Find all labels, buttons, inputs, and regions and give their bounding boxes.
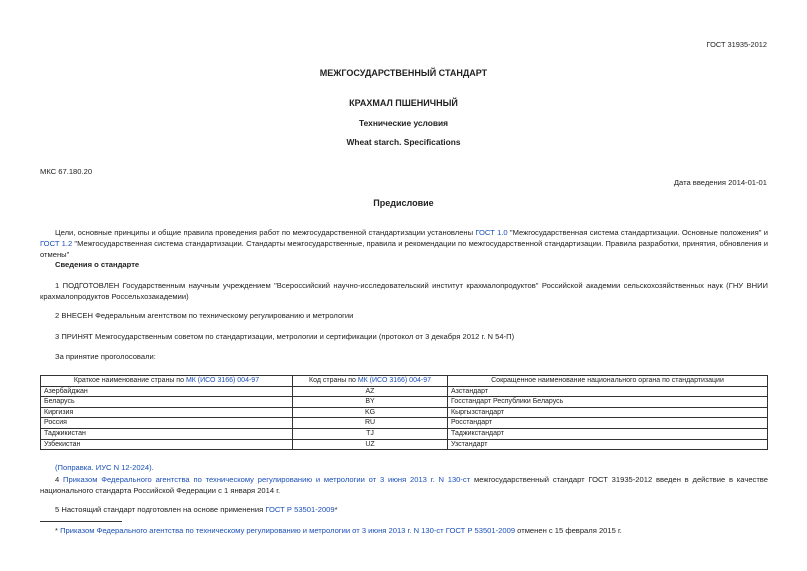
item-4: 4 Приказом Федерального агентства по техническому регулированию и метрологии от 3 июня 2013 г. N 130-ст межгосударственный стандарт ГОСТ 31935-2012 введен в действие в качестве национального стандарта Российской Федерации с 1 января 2014 г. [40, 475, 768, 495]
mks-code: МКС 67.180.20 [40, 167, 93, 176]
country-cell: Таджикистан [41, 428, 293, 439]
table-row [41, 397, 768, 408]
amendment-link[interactable]: (Поправка. ИУС N 12-2024). [55, 463, 154, 472]
preface-text: Цели, основные принципы и общие правила проведения работ по межгосударственной стандартизации установлены [55, 228, 476, 237]
preface-paragraph [40, 227, 768, 260]
code-cell: UZ [293, 439, 448, 450]
item-5: 5 Настоящий стандарт подготовлен на основе применения ГОСТ Р 53501-2009* [55, 505, 338, 514]
link-order-130-st[interactable]: Приказом Федерального агентства по техническому регулированию и метрологии от 3 июня 2013 г. N 130-ст [63, 475, 471, 484]
table-header-row [41, 376, 768, 387]
link-gost-r-53501[interactable]: ГОСТ Р 53501-2009 [445, 526, 516, 535]
preface-text: "Межгосударственная система стандартизации. Стандарты межгосударственные, правила и рекомендации по межгосударственной стандартизации. Правила разработки, принятия, обновления и отмены" [40, 239, 768, 259]
country-cell: Россия [41, 418, 293, 429]
country-cell: Азербайджан [41, 386, 293, 397]
link-order-130-st[interactable]: Приказом Федерального агентства по техническому регулированию и метрологии от 3 июня 2013 г. N 130-ст [60, 526, 444, 535]
table-row [41, 386, 768, 397]
org-cell: Росстандарт [448, 418, 768, 429]
member-countries-table [40, 375, 768, 450]
table-row [41, 439, 768, 450]
org-cell: Азстандарт [448, 386, 768, 397]
info-heading: Сведения о стандарте [55, 260, 140, 269]
english-title: Wheat starch. Specifications [346, 137, 461, 147]
date-of-introduction: Дата введения 2014-01-01 [673, 178, 767, 187]
document-number: ГОСТ 31935-2012 [706, 40, 767, 49]
country-cell: Беларусь [41, 397, 293, 408]
country-cell: Киргизия [41, 407, 293, 418]
table-row [41, 407, 768, 418]
code-cell: AZ [293, 386, 448, 397]
preface-heading: Предисловие [373, 198, 434, 208]
col-org-header: Сокращенное наименование национального органа по стандартизации [448, 376, 768, 387]
link-gost-1-0[interactable]: ГОСТ 1.0 [475, 228, 508, 237]
item-3: 3 ПРИНЯТ Межгосударственным советом по стандартизации, метрологии и сертификации (протокол от 3 декабря 2012 г. N 54-П) [55, 332, 515, 341]
link-gost-r-53501[interactable]: ГОСТ Р 53501-2009 [265, 505, 335, 514]
item-2: 2 ВНЕСЕН Федеральным агентством по техническому регулированию и метрологии [55, 311, 354, 320]
col-code-header: Код страны по МК (ИСО 3166) 004-97 [293, 376, 448, 387]
org-cell: Кыргызстандарт [448, 407, 768, 418]
item-1: 1 ПОДГОТОВЛЕН Государственным научным учреждением "Всероссийский научно-исследовательский институт крахмалопродуктов" Российской академии сельскохозяйственных наук (ГНУ ВНИИ крахмалопродуктов Россельхозакадемии) [40, 281, 768, 301]
link-mk-iso-3166[interactable]: МК (ИСО 3166) 004-97 [185, 377, 260, 384]
code-cell: RU [293, 418, 448, 429]
voted-label: За принятие проголосовали: [55, 352, 156, 361]
country-cell: Узбекистан [41, 439, 293, 450]
link-mk-iso-3166[interactable]: МК (ИСО 3166) 004-97 [357, 377, 431, 384]
code-cell: KG [293, 407, 448, 418]
col-country-header: Краткое наименование страны по МК (ИСО 3166) 004-97 [41, 376, 293, 387]
link-gost-1-2[interactable]: ГОСТ 1.2 [40, 239, 73, 248]
org-cell: Таджикстандарт [448, 428, 768, 439]
code-cell: TJ [293, 428, 448, 439]
table-row [41, 428, 768, 439]
subtitle: Технические условия [358, 118, 449, 128]
table-row [41, 418, 768, 429]
preface-text: "Межгосударственная система стандартизации. Основные положения" и [507, 228, 768, 237]
product-title: КРАХМАЛ ПШЕНИЧНЫЙ [349, 98, 458, 108]
org-cell: Госстандарт Республики Беларусь [448, 397, 768, 408]
footnote: * Приказом Федерального агентства по техническому регулированию и метрологии от 3 июня 2013 г. N 130-ст ГОСТ Р 53501-2009 отменен с 15 февраля 2015 г. [55, 526, 622, 535]
org-cell: Узстандарт [448, 439, 768, 450]
code-cell: BY [293, 397, 448, 408]
footnote-divider [40, 521, 122, 522]
standard-type-title: МЕЖГОСУДАРСТВЕННЫЙ СТАНДАРТ [319, 68, 488, 78]
